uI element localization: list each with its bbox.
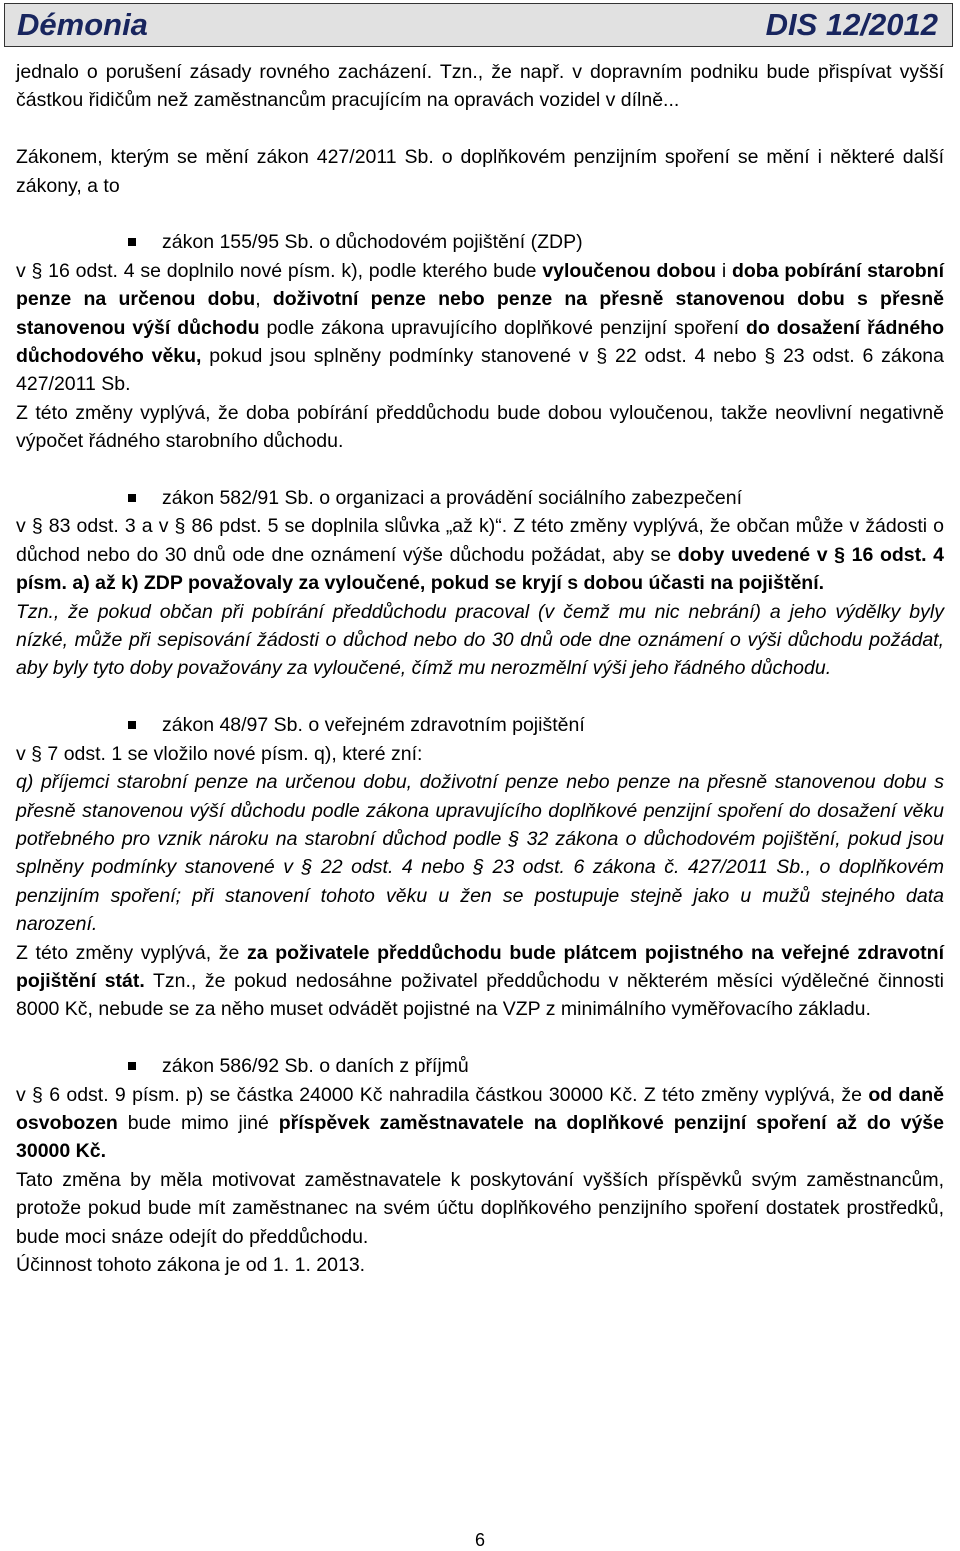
- bullet-item: zákon 48/97 Sb. o veřejném zdravotním pojištění: [16, 711, 944, 739]
- paragraph: q) příjemci starobní penze na určenou dobu, doživotní penze nebo penze na přesně stanovenou dobu s přesně stanovenou výší důchodu podle zákona upravujícího doplňkové penzijní spoření do dosažení věku potřebného pro vznik nároku na starobní důchod podle § 32 zákona o důchodovém pojištění, pokud jsou splněny podmínky stanovené v § 22 odst. 4 nebo § 23 odst. 6 zákona č. 427/2011 Sb., o doplňkovém penzijním spoření; při stanovení tohoto věku u žen se postupuje stejně jako u mužů stejného data narození.: [16, 771, 944, 936]
- bullet-item: zákon 155/95 Sb. o důchodovém pojištění (ZDP): [16, 228, 944, 256]
- paragraph: Zákonem, kterým se mění zákon 427/2011 Sb. o doplňkovém penzijním spoření se mění i některé další zákony, a to: [16, 146, 944, 197]
- header-issue: DIS 12/2012: [765, 7, 938, 42]
- paragraph: v § 6 odst. 9 písm. p) se částka 24000 Kč nahradila částkou 30000 Kč. Z této změny vyplývá, že od daně osvobozen bude mimo jiné příspěvek zaměstnavatele na doplňkové penzijní spoření až do výše 30000 Kč.: [16, 1083, 944, 1163]
- paragraph: Z této změny vyplývá, že doba pobírání předdůchodu bude dobou vyloučenou, takže neovlivní negativně výpočet řádného starobního důchodu.: [16, 401, 944, 453]
- paragraph: v § 7 odst. 1 se vložilo nové písm. q), které zní:: [16, 742, 423, 765]
- paragraph: Účinnost tohoto zákona je od 1. 1. 2013.: [16, 1253, 366, 1276]
- paragraph: v § 16 odst. 4 se doplnilo nové písm. k), podle kterého bude vyloučenou dobou i doba pobírání starobní penze na určenou dobu, doživotní penze nebo penze na přesně stanovenou dobu s přesně stanovenou výší důchodu podle zákona upravujícího doplňkové penzijní spoření do dosažení řádného důchodového věku, pokud jsou splněny podmínky stanovené v § 22 odst. 4 nebo § 23 odst. 6 zákona 427/2011 Sb.: [16, 259, 944, 396]
- paragraph: jednalo o porušení zásady rovného zacházení. Tzn., že např. v dopravním podniku bude přispívat vyšší částkou řidičům než zaměstnancům pracujícím na opravách vozidel v dílně...: [16, 61, 944, 112]
- bullet-item: zákon 586/92 Sb. o daních z příjmů: [16, 1052, 944, 1080]
- bullet-item: zákon 582/91 Sb. o organizaci a provádění sociálního zabezpečení: [16, 484, 944, 512]
- header-title: Démonia: [17, 7, 148, 42]
- paragraph: Tzn., že pokud občan při pobírání předdůchodu pracoval (v čemž mu nic nebrání) a jeho výdělky byly nízké, může při sepisování žádosti o důchod nebo do 30 dnů ode dne oznámení o výši důchodu požádat, aby byly tyto doby považovány za vyloučené, čímž mu nerozmělní výši jeho řádného důchodu.: [16, 600, 944, 680]
- page-header: [4, 3, 953, 47]
- paragraph: Z této změny vyplývá, že za poživatele předdůchodu bude plátcem pojistného na veřejné zdravotní pojištění stát. Tzn., že pokud nedosáhne poživatel předdůchodu v některém měsíci výdělečné činnosti 8000 Kč, nebude se za něho muset odvádět pojistné na VZP z minimálního vyměřovacího základu.: [16, 941, 945, 1021]
- page-number: 6: [474, 1530, 485, 1550]
- paragraph: Tato změna by měla motivovat zaměstnavatele k poskytování vyšších příspěvků svým zaměstnancům, protože pokud bude mít zaměstnanec na svém účtu doplňkového penzijního spoření dostatek prostředků, bude moci snáze odejít do předdůchodu.: [16, 1168, 944, 1248]
- document-body: [16, 58, 944, 1279]
- paragraph: v § 83 odst. 3 a v § 86 pdst. 5 se doplnila slůvka „až k)“. Z této změny vyplývá, že občan může v žádosti o důchod nebo do 30 dnů ode dne oznámení výše důchodu požádat, aby se doby uvedené v § 16 odst. 4 písm. a) až k) ZDP považovaly za vyloučené, pokud se kryjí s dobou účasti na pojištění.: [16, 515, 944, 595]
